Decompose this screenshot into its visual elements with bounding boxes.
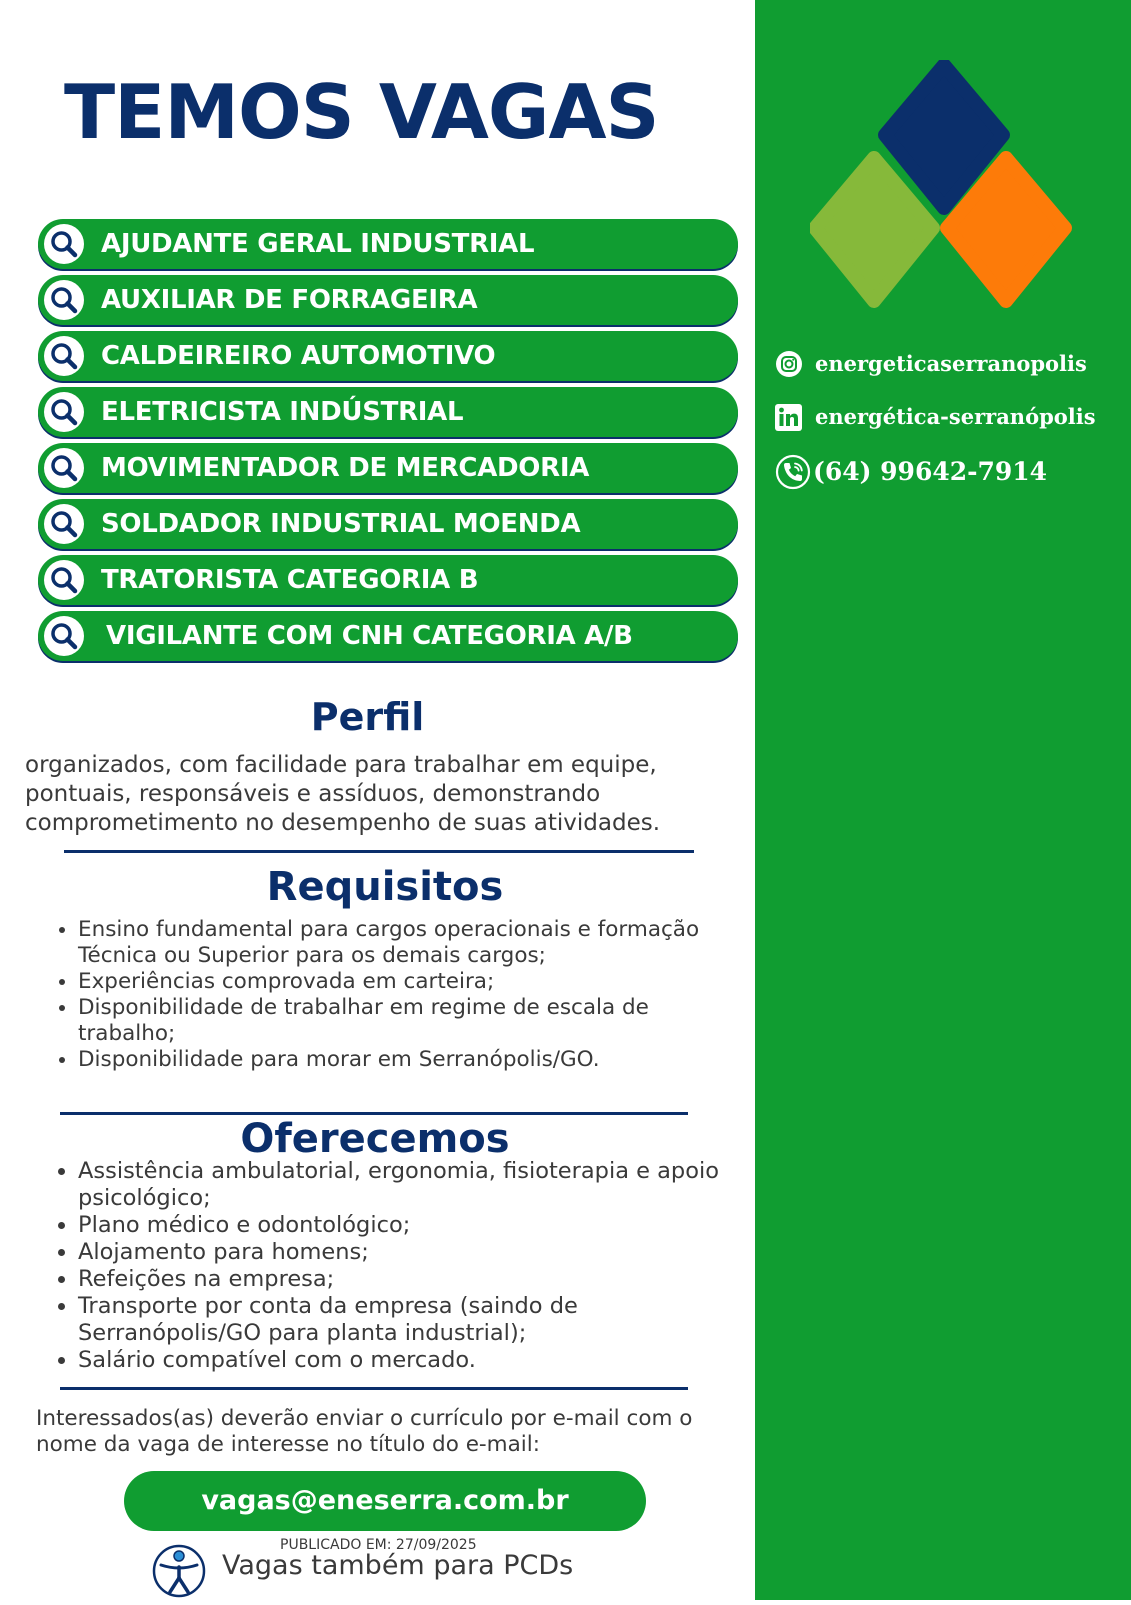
job-item	[38, 275, 738, 325]
job-title: SOLDADOR INDUSTRIAL MOENDA	[101, 509, 581, 539]
main-title: TEMOS VAGAS	[64, 68, 659, 156]
list-item: • Plano médico e odontológico;	[78, 1212, 768, 1239]
job-item	[38, 443, 738, 493]
requisitos-heading: Requisitos	[266, 864, 504, 910]
search-icon	[44, 280, 84, 320]
list-item: • Assistência ambulatorial, ergonomia, fisioterapia e apoio psicológico;	[78, 1158, 768, 1212]
job-title: MOVIMENTADOR DE MERCADORIA	[101, 453, 590, 483]
search-icon	[44, 336, 84, 376]
instagram-handle[interactable]	[775, 348, 1125, 380]
phone-text: (64) 99642-7914	[813, 457, 1048, 486]
instagram-text: energeticaserranopolis	[815, 351, 1087, 376]
list-item: • Experiências comprovada em carteira;	[78, 969, 743, 995]
linkedin-handle[interactable]	[775, 401, 1125, 433]
contact-instructions: Interessados(as) deverão enviar o currículo por e-mail com o nome da vaga de interesse no título do e-mail:	[36, 1406, 693, 1457]
job-item	[38, 499, 738, 549]
list-item: • Ensino fundamental para cargos operacionais e formação Técnica ou Superior para os demais cargos;	[78, 917, 743, 969]
oferecemos-heading: Oferecemos	[240, 1116, 510, 1162]
job-title: CALDEIREIRO AUTOMOTIVO	[101, 341, 496, 371]
job-title: TRATORISTA CATEGORIA B	[101, 565, 479, 595]
search-icon	[44, 392, 84, 432]
search-icon	[44, 616, 84, 656]
job-title: AUXILIAR DE FORRAGEIRA	[101, 285, 478, 315]
published-date: PUBLICADO EM: 27/09/2025	[280, 1537, 477, 1553]
list-item: • Disponibilidade de trabalhar em regime de escala de trabalho;	[78, 995, 743, 1047]
search-icon	[44, 224, 84, 264]
list-item: • Salário compatível com o mercado.	[78, 1347, 768, 1374]
linkedin-icon	[775, 404, 802, 440]
job-item	[38, 387, 738, 437]
perfil-heading: Perfil	[310, 695, 425, 739]
job-title: ELETRICISTA INDÚSTRIAL	[101, 397, 464, 427]
phone-icon	[775, 454, 811, 500]
job-list	[38, 219, 738, 667]
search-icon	[44, 560, 84, 600]
job-title: AJUDANTE GERAL INDUSTRIAL	[101, 229, 535, 259]
job-item	[38, 611, 738, 661]
list-item: • Disponibilidade para morar em Serranópolis/GO.	[78, 1047, 743, 1073]
email-link[interactable]: vagas@eneserra.com.br	[124, 1471, 646, 1531]
search-icon	[44, 504, 84, 544]
job-item	[38, 555, 738, 605]
company-logo	[810, 60, 1078, 325]
job-title: VIGILANTE COM CNH CATEGORIA A/B	[106, 621, 633, 651]
oferecemos-list	[50, 1158, 768, 1374]
job-item	[38, 219, 738, 269]
section-divider	[64, 850, 694, 853]
list-item: • Refeições na empresa;	[78, 1266, 768, 1293]
search-icon	[44, 448, 84, 488]
instagram-icon	[775, 350, 803, 387]
perfil-text: organizados, com facilidade para trabalhar em equipe, pontuais, responsáveis e assíduos, demonstrando comprometimento no desempenho de suas atividades.	[25, 752, 661, 836]
pcd-notice: Vagas também para PCDs	[222, 1550, 574, 1581]
phone-contact[interactable]	[775, 454, 1125, 490]
section-divider	[60, 1387, 688, 1390]
requisitos-list	[50, 917, 743, 1073]
linkedin-text: energética-serranópolis	[815, 404, 1096, 429]
accessibility-icon	[150, 1542, 208, 1605]
list-item: • Transporte por conta da empresa (saindo de Serranópolis/GO para planta industrial);	[78, 1293, 768, 1347]
list-item: • Alojamento para homens;	[78, 1239, 768, 1266]
job-item	[38, 331, 738, 381]
